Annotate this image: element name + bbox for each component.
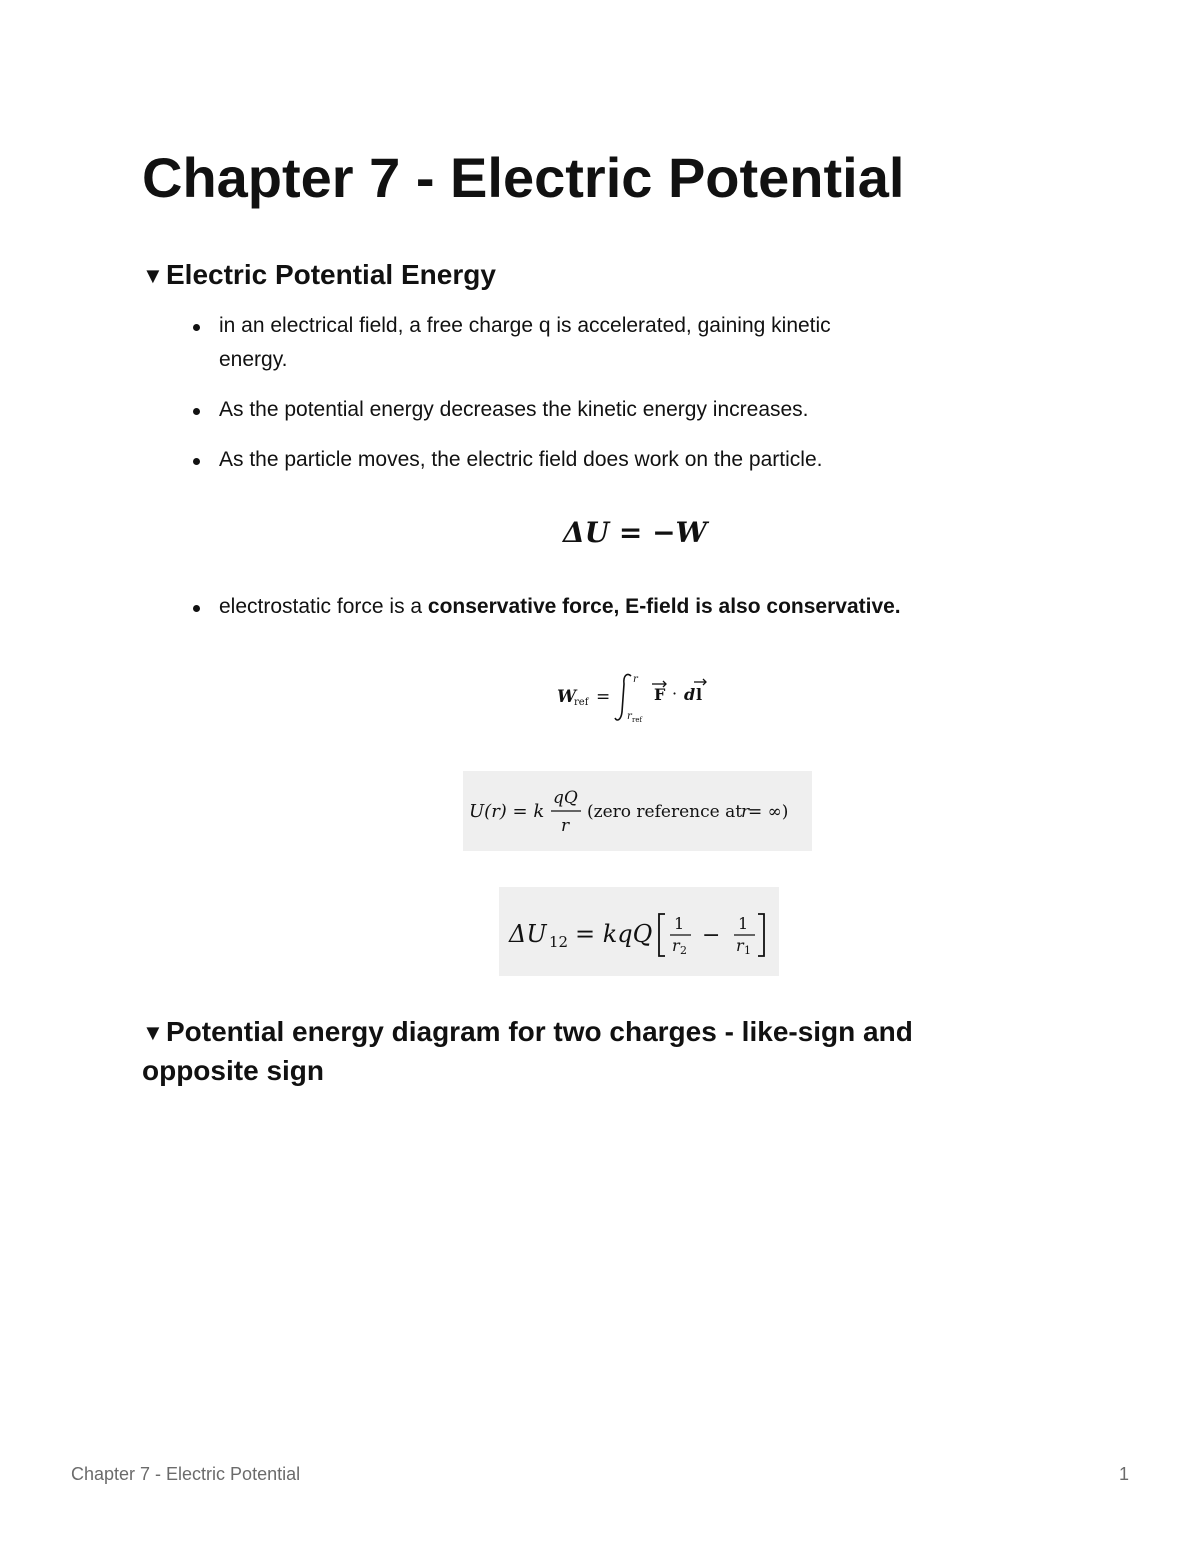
svg-text:l: l: [696, 685, 703, 704]
toggle-triangle-icon[interactable]: ▼: [142, 1020, 164, 1045]
section-heading-text: Electric Potential Energy: [166, 259, 496, 290]
list-item: [219, 443, 859, 477]
svg-text:d: d: [684, 685, 696, 704]
svg-text:r: r: [741, 802, 750, 822]
toggle-triangle-icon[interactable]: ▼: [142, 263, 164, 288]
footer-document-name: Chapter 7 - Electric Potential: [71, 1464, 301, 1484]
svg-text:ref: ref: [574, 697, 589, 708]
equation-potential-energy: [463, 771, 812, 851]
toggle-heading-potential-energy-diagram[interactable]: [142, 1013, 1022, 1090]
page-title: Chapter 7 - Electric Potential: [142, 146, 905, 209]
svg-text:(zero reference at: (zero reference at: [587, 802, 743, 822]
svg-text:= ∞): = ∞): [748, 802, 789, 822]
equation-work-integral: [554, 668, 724, 728]
svg-text:U(r) = k: U(r) = k: [469, 801, 545, 822]
list-item: [219, 590, 1019, 624]
svg-text:=: =: [596, 687, 611, 707]
bullet-dot-icon: [193, 408, 200, 415]
svg-text:r: r: [627, 711, 632, 722]
svg-text:ΔU: ΔU: [509, 920, 547, 948]
equation-delta-u12: [499, 887, 779, 976]
svg-text:qQ: qQ: [553, 788, 578, 808]
svg-text:r: r: [672, 936, 680, 955]
svg-text:12: 12: [549, 933, 569, 951]
bullet-dot-icon: [193, 324, 200, 331]
list-item: [219, 393, 859, 427]
footer-page-number: 1: [1118, 1464, 1129, 1484]
equation-delta-u-minus-w: ΔU = −W: [563, 516, 708, 549]
svg-text:r: r: [633, 674, 638, 685]
svg-text:1: 1: [674, 914, 685, 933]
bullet-text: As the potential energy decreases the kinetic energy increases.: [219, 398, 809, 421]
list-item: [219, 309, 859, 377]
equation-work-integral-graphic: [554, 668, 724, 728]
svg-text:1: 1: [738, 914, 749, 933]
bullet-text: in an electrical field, a free charge q is accelerated, gaining kinetic energy.: [219, 314, 831, 371]
equation-delta-u12-graphic: [499, 887, 779, 976]
svg-text:−: −: [702, 923, 721, 948]
toggle-heading-electric-potential-energy[interactable]: [142, 256, 1022, 295]
bullet-text-bold: conservative force, E-field is also conservative.: [427, 595, 901, 618]
bullet-dot-icon: [193, 605, 200, 612]
bullet-dot-icon: [193, 458, 200, 465]
svg-text:= kqQ: = kqQ: [575, 920, 653, 948]
bullet-text: electrostatic force is a: [219, 595, 428, 618]
svg-text:·: ·: [672, 684, 678, 703]
equation-potential-energy-graphic: [463, 771, 812, 851]
svg-text:ref: ref: [632, 716, 643, 724]
svg-text:1: 1: [744, 944, 751, 957]
svg-text:W: W: [557, 687, 577, 707]
svg-text:r: r: [561, 816, 570, 836]
svg-text:F: F: [654, 685, 666, 704]
svg-text:2: 2: [680, 944, 687, 957]
bullet-text: As the particle moves, the electric field does work on the particle.: [219, 448, 823, 471]
section-heading-text: Potential energy diagram for two charges - like-sign and opposite sign: [142, 1016, 913, 1086]
svg-text:r: r: [736, 936, 744, 955]
